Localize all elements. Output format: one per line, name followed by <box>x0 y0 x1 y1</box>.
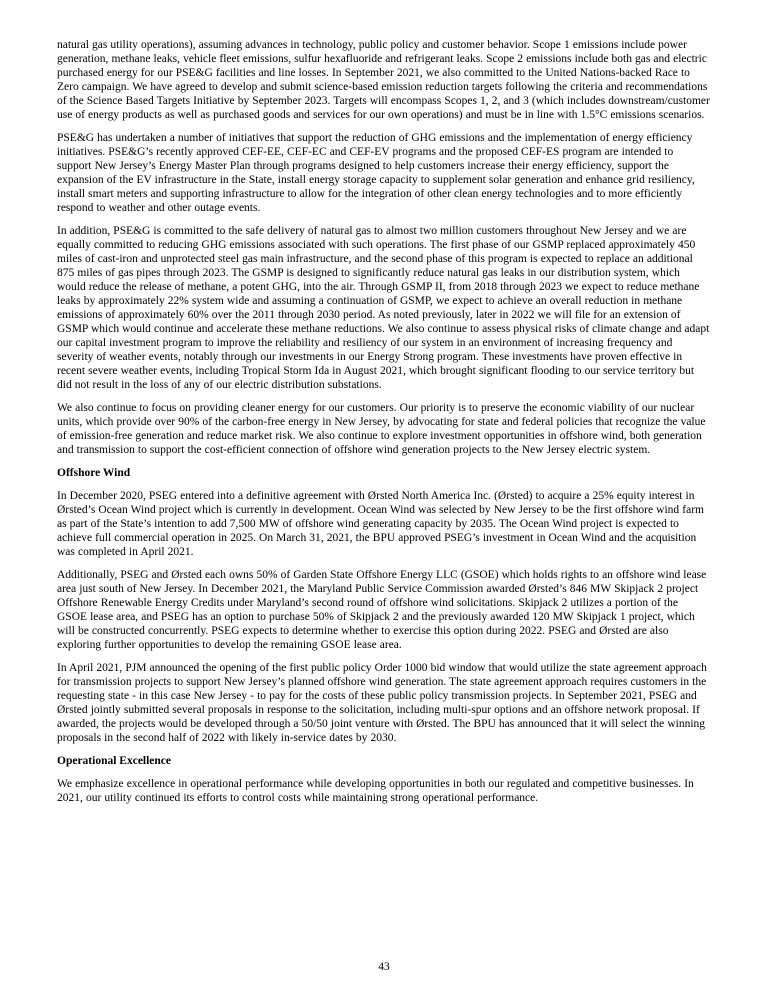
section-heading-operational-excellence: Operational Excellence <box>57 755 172 767</box>
paragraph-gsoe-skipjack: Additionally, PSEG and Ørsted each owns 50% of Garden State Offshore Energy LLC (GSOE) which holds rights to an offshore wind lease area just south of New Jersey. In December 2021, the Maryland Public Service Commission awarded Ørsted’s 846 MW Skipjack 2 project Offshore Renewable Energy Credits under Maryland’s second round of offshore wind solicitations. Skipjack 2 utilizes a portion of the GSOE lease area, and PSEG has an option to purchase 50% of Skipjack 2 and the previously awarded 120 MW Skipjack 1 project, which will be constructed concurrently. PSEG expects to determine whether to exercise this option during 2022. PSEG and Ørsted are also exploring further opportunities to develop the remaining GSOE lease area. <box>57 569 707 651</box>
document-body <box>57 38 710 814</box>
paragraph-gsmp-gas-safety: In addition, PSE&G is committed to the safe delivery of natural gas to almost two million customers throughout New Jersey and we are equally committed to reducing GHG emissions associated with such operations. The first phase of our GSMP replaced approximately 450 miles of cast-iron and unprotected steel gas main infrastructure, and the second phase of this program is expected to replace an additional 875 miles of gas pipes through 2023. The GSMP is designed to significantly reduce natural gas leaks in our distribution system, which would reduce the release of methane, a potent GHG, into the air. Through GSMP II, from 2018 through 2023 we expect to reduce methane leaks by approximately 22% system wide and assuming a continuation of GSMP, we expect to achieve an overall reduction in methane emissions of approximately 60% over the 2011 through 2030 period. As noted previously, later in 2022 we will file for an extension of GSMP which would continue and accelerate these methane reductions. We also continue to assess physical risks of climate change and adapt our capital investment program to improve the reliability and resiliency of our system in an environment of increasing frequency and severity of weather events, notably through our investments in our Energy Strong program. These investments have proven effective in recent severe weather events, including Tropical Storm Ida in August 2021, which brought significant flooding to our service territory but did not result in the loss of any of our electric distribution substations. <box>57 225 710 391</box>
paragraph-cleaner-energy: We also continue to focus on providing cleaner energy for our customers. Our priority is to preserve the economic viability of our nuclear units, which provide over 90% of the carbon-free energy in New Jersey, by advocating for state and federal policies that recognize the value of emission-free generation and reduce market risk. We also continue to explore investment opportunities in offshore wind, both generation and transmission to support the cost-efficient connection of offshore wind generation projects to the New Jersey electric system. <box>57 402 706 456</box>
page-number: 43 <box>378 961 390 973</box>
section-heading-offshore-wind: Offshore Wind <box>57 467 131 479</box>
paragraph-pjm-order-1000: In April 2021, PJM announced the opening of the first public policy Order 1000 bid window that would utilize the state agreement approach for transmission projects to support New Jersey’s planned offshore wind generation. The state agreement approach requires customers in the requesting state - in this case New Jersey - to pay for the costs of these public policy transmission projects. In September 2021, PSEG and Ørsted jointly submitted several proposals in response to the solicitation, including multi-spur options and an offshore network proposal. If awarded, the projects would be developed through a 50/50 joint venture with Ørsted. The BPU has announced that it will select the winning proposals in the second half of 2022 with likely in-service dates by 2030. <box>57 662 707 744</box>
paragraph-emissions-scopes: natural gas utility operations), assuming advances in technology, public policy and customer behavior. Scope 1 emissions include power generation, methane leaks, vehicle fleet emissions, sulfur hexafluoride and refrigerant leaks. Scope 2 emissions include both gas and electric purchased energy for our PSE&G facilities and line losses. In September 2021, we also committed to the United Nations-backed Race to Zero campaign. We have agreed to develop and submit science-based emission reduction targets following the criteria and recommendations of the Science Based Targets Initiative by September 2023. Targets will encompass Scopes 1, 2, and 3 (which includes downstream/customer use of energy products as well as purchased goods and services for our own operations) and must be in line with 1.5°C emissions scenarios. <box>57 39 710 121</box>
paragraph-ocean-wind-acquisition: In December 2020, PSEG entered into a definitive agreement with Ørsted North America Inc. (Ørsted) to acquire a 25% equity interest in Ørsted’s Ocean Wind project which is currently in development. Ocean Wind was selected by New Jersey to be the first offshore wind farm as part of the State’s intention to add 7,500 MW of offshore wind generating capacity by 2035. The Ocean Wind project is expected to achieve full commercial operation in 2025. On March 31, 2021, the BPU approved PSEG’s investment in Ocean Wind and the acquisition was completed in April 2021. <box>57 490 704 558</box>
paragraph-operational-performance: We emphasize excellence in operational performance while developing opportunities in both our regulated and competitive businesses. In 2021, our utility continued its efforts to control costs while maintaining strong operational performance. <box>57 778 694 804</box>
paragraph-pseg-initiatives: PSE&G has undertaken a number of initiatives that support the reduction of GHG emissions and the implementation of energy efficiency initiatives. PSE&G’s recently approved CEF-EE, CEF-EC and CEF-EV programs and the proposed CEF-ES program are intended to support New Jersey’s Energy Master Plan through programs designed to help customers increase their energy efficiency, support the expansion of the EV infrastructure in the State, install energy storage capacity to supplement solar generation and enhance grid resiliency, install smart meters and supporting infrastructure to allow for the integration of other clean energy technologies and to more efficiently respond to weather and other outage events. <box>57 132 695 214</box>
